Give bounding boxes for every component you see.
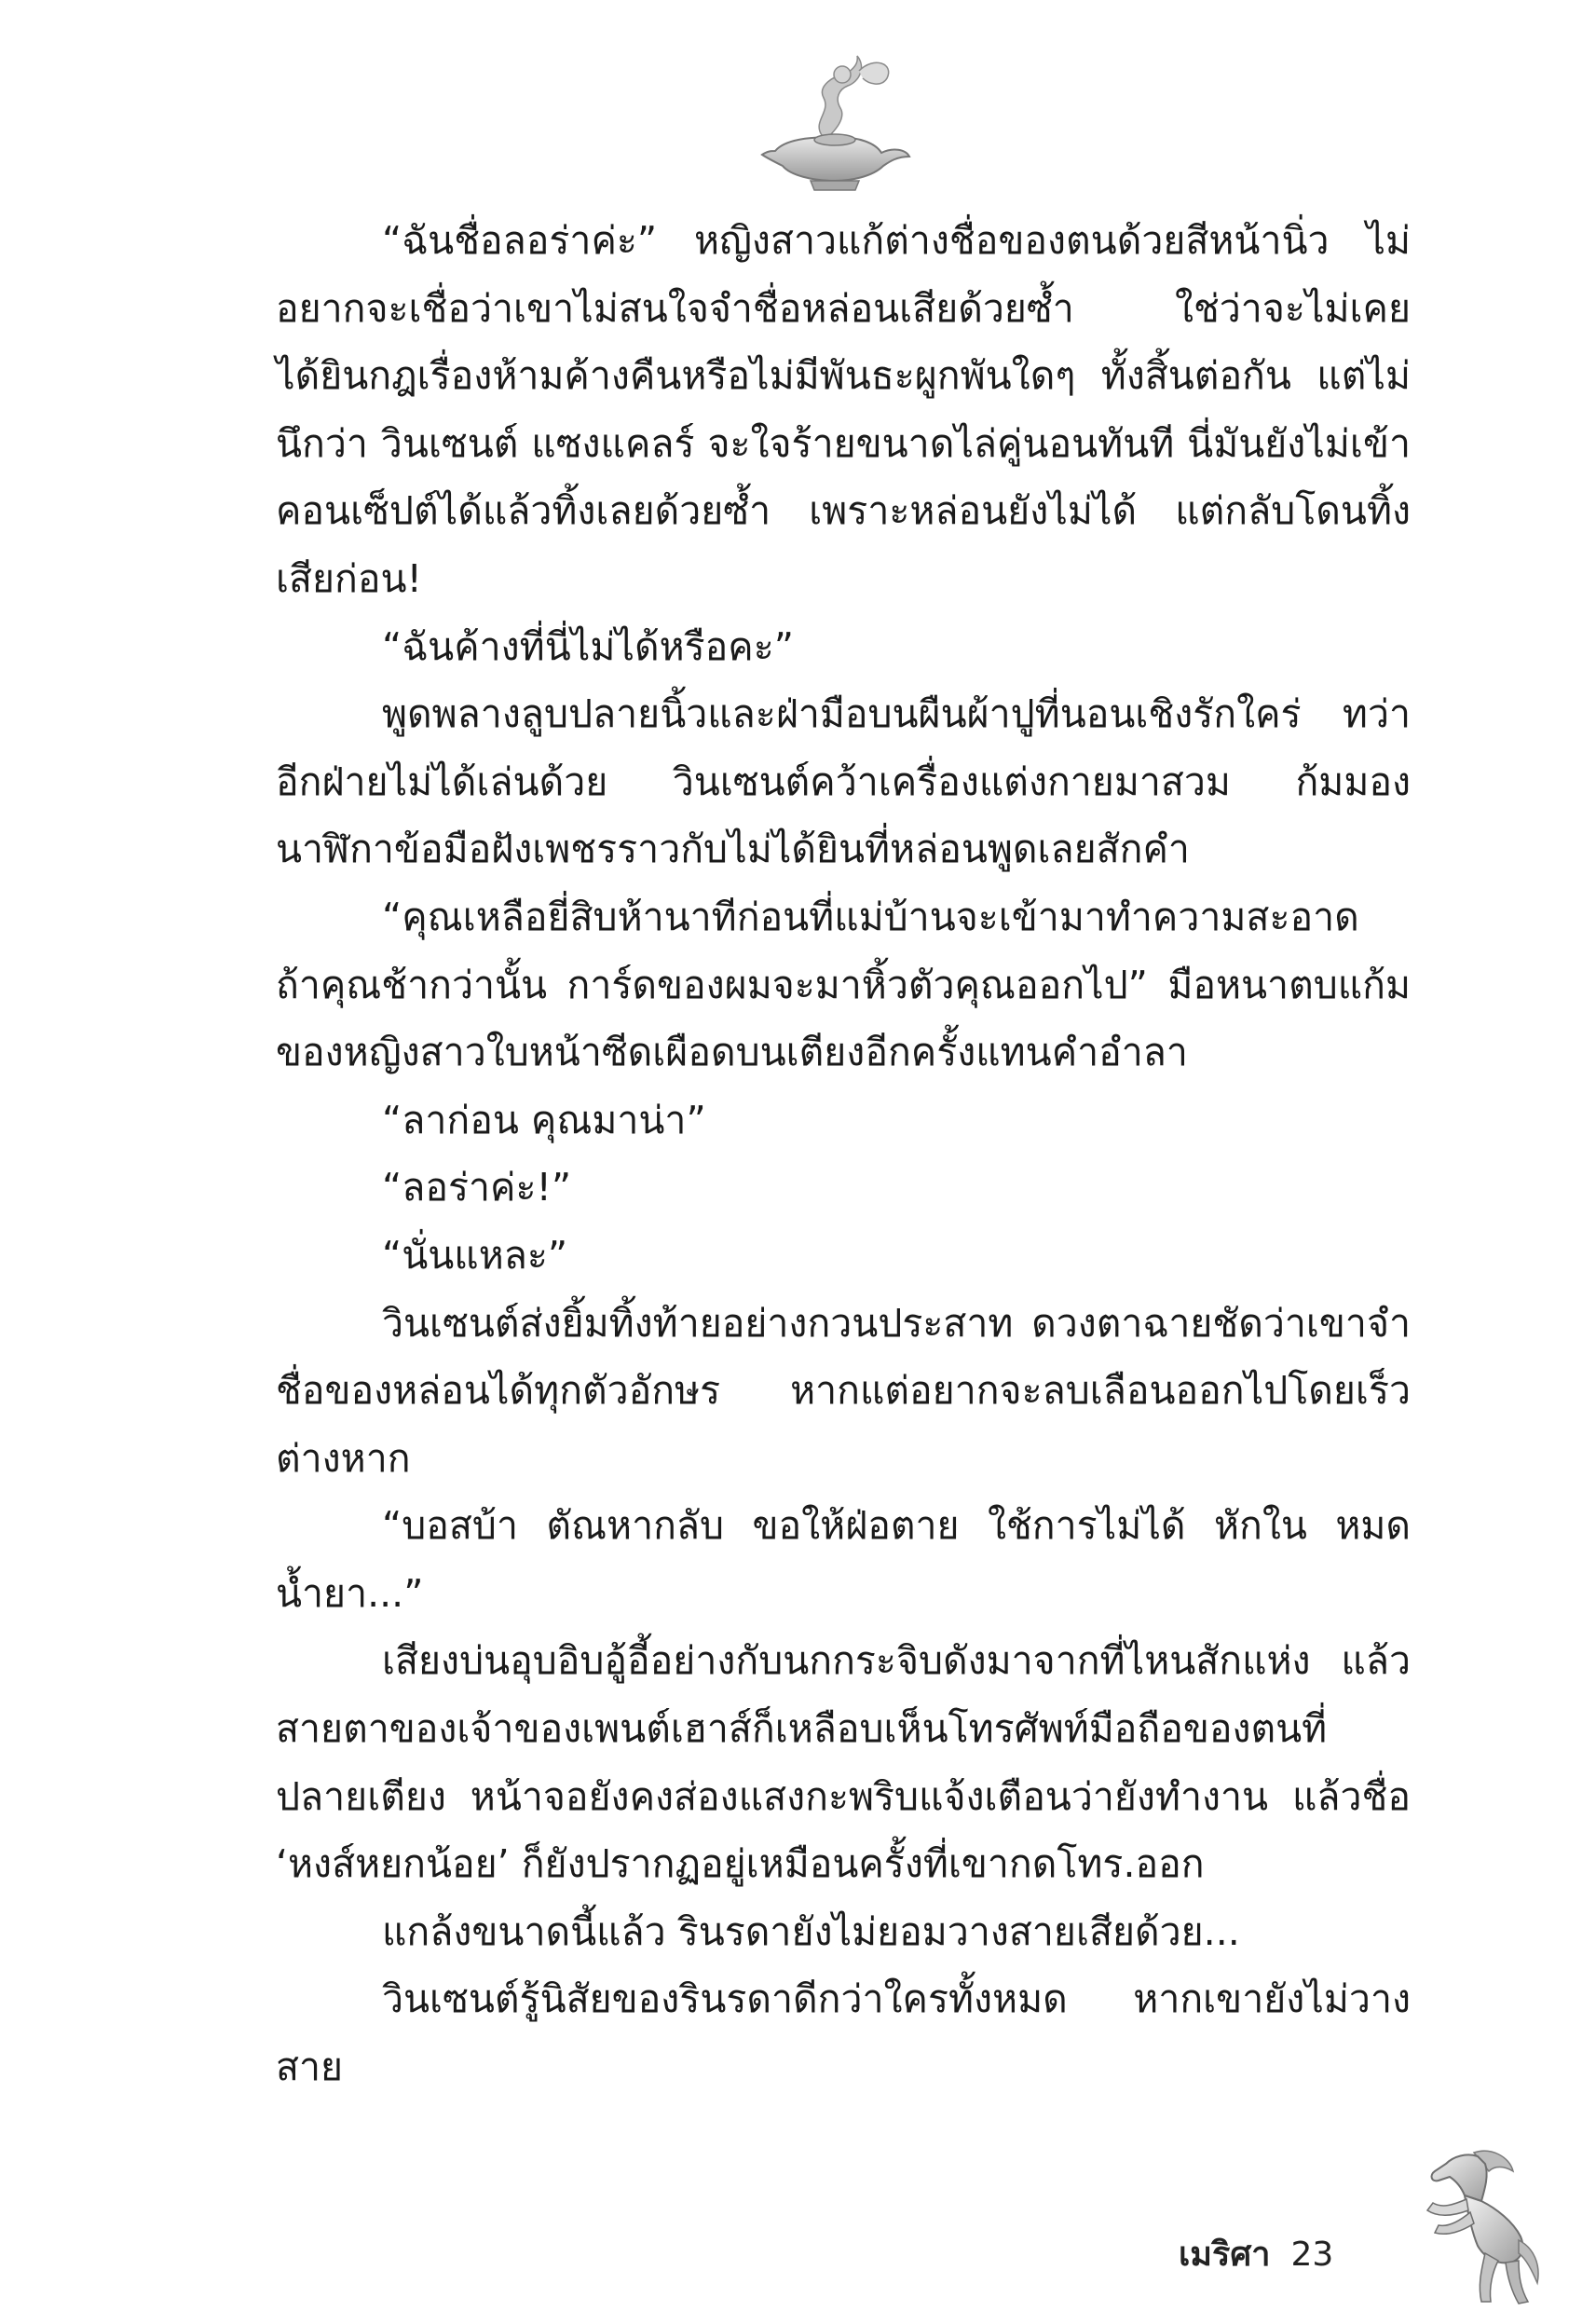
paragraph: วินเซนต์รู้นิสัยของรินรดาดีกว่าใครทั้งหมด หากเขายังไม่วางสาย (276, 1976, 1411, 2090)
page-footer (1179, 2227, 1333, 2280)
paragraph: วินเซนต์ส่งยิ้มทิ้งท้ายอย่างกวนประสาท ดวงตาฉายชัดว่าเขาจำชื่อของหล่อนได้ทุกตัวอักษร หากแต่อยากจะลบเลือนออกไปโดยเร็วต่างหาก (276, 1300, 1411, 1481)
paragraph: “คุณเหลือยี่สิบห้านาทีก่อนที่แม่บ้านจะเข้ามาทำความสะอาด ถ้าคุณช้ากว่านั้น การ์ดของผมจะมาหิ้วตัวคุณออกไป” มือหนาตบแก้มของหญิงสาวใบหน้าซีดเผือดบนเตียงอีกครั้งแทนคำอำลา (276, 894, 1411, 1075)
paragraph: “ฉันค้างที่นี่ไม่ได้หรือคะ” (382, 623, 794, 669)
page-number: 23 (1290, 2236, 1334, 2274)
paragraph: เสียงบ่นอุบอิบอู้อี้อย่างกับนกกระจิบดังมาจากที่ไหนสักแห่ง แล้วสายตาของเจ้าของเพนต์เฮาส์ก็เหลือบเห็นโทรศัพท์มือถือของตนที่ปลายเตียง หน้าจอยังคงส่องแสงกะพริบแจ้งเตือนว่ายังทำงาน แล้วชื่อ ‘หงส์หยกน้อย’ ก็ยังปรากฏอยู่เหมือนครั้งที่เขากดโทร.ออก (276, 1638, 1411, 1887)
paragraph: “บอสบ้า ตัณหากลับ ขอให้ฝ่อตาย ใช้การไม่ได้ หักใน หมดน้ำยา...” (276, 1503, 1411, 1616)
paragraph: พูดพลางลูบปลายนิ้วและฝ่ามือบนผืนผ้าปูที่นอนเชิงรักใคร่ ทว่าอีกฝ่ายไม่ได้เล่นด้วย วินเซนต์คว้าเครื่องแต่งกายมาสวม ก้มมองนาฬิกาข้อมือฝังเพชรราวกับไม่ได้ยินที่หล่อนพูดเลยสักคำ (276, 691, 1411, 872)
rearing-horse-icon (1388, 2143, 1547, 2311)
body-text (276, 207, 1411, 2101)
paragraph: แกล้งขนาดนี้แล้ว รินรดายังไม่ยอมวางสายเสียด้วย... (382, 1908, 1240, 1954)
genie-lamp-icon (757, 47, 915, 196)
book-title: เมริศา (1179, 2236, 1271, 2274)
paragraph: “ลาก่อน คุณมาน่า” (382, 1097, 706, 1142)
paragraph: “ฉันชื่อลอร่าค่ะ” หญิงสาวแก้ต่างชื่อของตนด้วยสีหน้านิ่ว ไม่อยากจะเชื่อว่าเขาไม่สนใจจำชื่อหล่อนเสียด้วยซ้ำ ใช่ว่าจะไม่เคยได้ยินกฎเรื่องห้ามค้างคืนหรือไม่มีพันธะผูกพันใดๆ ทั้งสิ้นต่อกัน แต่ไม่นึกว่า วินเซนต์ แซงแคลร์ จะใจร้ายขนาดไล่คู่นอนทันที นี่มันยังไม่เข้าคอนเซ็ปต์ได้แล้วทิ้งเลยด้วยซ้ำ เพราะหล่อนยังไม่ได้ แต่กลับโดนทิ้งเสียก่อน! (276, 218, 1411, 601)
paragraph: “ลอร่าค่ะ!” (382, 1165, 572, 1210)
paragraph: “นั่นแหละ” (382, 1232, 568, 1278)
